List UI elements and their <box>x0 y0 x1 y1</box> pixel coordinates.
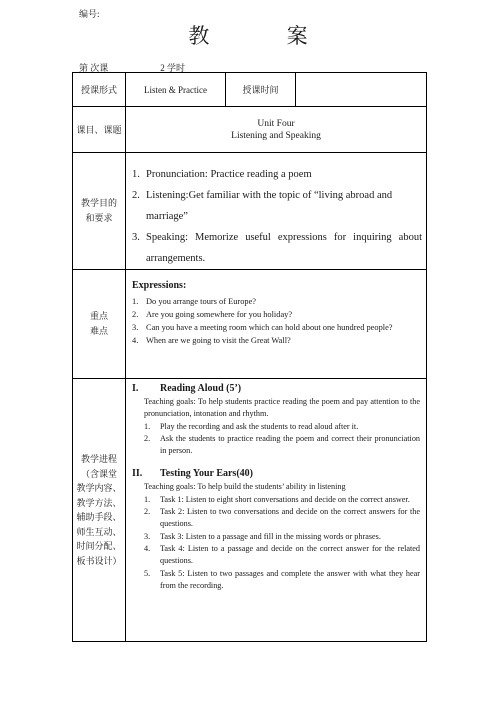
lesson-count-label: 第 次课 <box>79 63 109 73</box>
section-item: 1. Task 1: Listen to eight short conversations and decide on the correct answer. <box>144 494 410 504</box>
process-label-line: 教学进程 <box>80 454 117 464</box>
focus-label-line: 难点 <box>89 326 108 336</box>
lesson-plan-table <box>72 72 427 642</box>
topic-label: 课目、课题 <box>73 107 126 153</box>
section-item: 4. Task 4: Listen to a passage and decide on the correct answer for the related questions. <box>144 543 421 566</box>
process-label-line: 教学内容、 <box>76 483 122 493</box>
section-item: 5. Task 5: Listen to two passages and complete the answer with what they hear from the recording. <box>144 568 421 590</box>
document-number-label: 编号: <box>79 9 100 19</box>
process-label <box>73 379 126 642</box>
process-label-line: 师生互动、 <box>76 526 122 537</box>
goal-item-continuation: arrangements. <box>146 253 206 264</box>
section-item: 2. Ask the students to practice reading the poem and correct their pronunciation in person. <box>144 433 421 456</box>
process-label-line: 教学方法、 <box>76 497 122 508</box>
goals-cell <box>126 153 427 270</box>
goal-item: 2. Listening:Get familiar with the topic of “living abroad and marriage” <box>132 190 393 222</box>
unit-title: Unit Four <box>257 118 295 129</box>
goals-label <box>73 153 126 270</box>
section-item: 1. Play the recording and ask the students to read aloud after it. <box>144 421 359 431</box>
document-title: 教 案 <box>188 24 344 48</box>
focus-item: 2. Are you going somewhere for you holiday? <box>132 310 293 319</box>
goals-label-line: 和要求 <box>85 213 113 223</box>
focus-heading: Expressions: <box>132 280 187 291</box>
process-label-line: 辅助手段、 <box>76 512 122 522</box>
time-value <box>296 73 427 107</box>
section-goal: Teaching goals: To help students practice reading the poem and pay attention to the pronunciation, intonation and rhythm. <box>144 397 421 419</box>
goal-item: 3. Speaking: Memorize useful expressions for inquiring about <box>132 232 423 243</box>
focus-item: 3. Can you have a meeting room which can hold about one hundred people? <box>132 323 393 332</box>
goals-label-line: 教学目的 <box>80 198 117 208</box>
section-goal: Teaching goals: To help build the students’ ability in listening <box>144 482 346 492</box>
process-cell <box>126 379 427 642</box>
section-heading: II. Testing Your Ears(40) <box>132 468 253 480</box>
lesson-hours: 2 学时 <box>160 63 186 73</box>
process-label-line: 时间分配、 <box>76 541 122 551</box>
form-label: 授课形式 <box>73 73 126 107</box>
section-item: 2. Task 2: Listen to two conversations and decide on the correct answers for the questions. <box>144 507 421 529</box>
section-item: 3. Task 3: Listen to a passage and fill in the missing words or phrases. <box>144 531 381 541</box>
time-label: 授课时间 <box>226 73 296 107</box>
focus-item: 4. When are we going to visit the Great Wall? <box>132 336 291 345</box>
process-label-line: （含课堂 <box>80 468 117 479</box>
process-label-line: 板书设计） <box>76 555 122 566</box>
topic-cell <box>126 107 427 153</box>
focus-cell <box>126 270 427 379</box>
goal-item: 1. Pronunciation: Practice reading a poem <box>132 169 312 180</box>
form-value: Listen & Practice <box>126 73 226 107</box>
focus-label <box>73 270 126 379</box>
unit-subtitle: Listening and Speaking <box>231 130 321 141</box>
focus-label-line: 重点 <box>89 311 108 321</box>
section-heading: I. Reading Aloud (5’) <box>132 383 242 394</box>
focus-item: 1. Do you arrange tours of Europe? <box>132 297 256 306</box>
